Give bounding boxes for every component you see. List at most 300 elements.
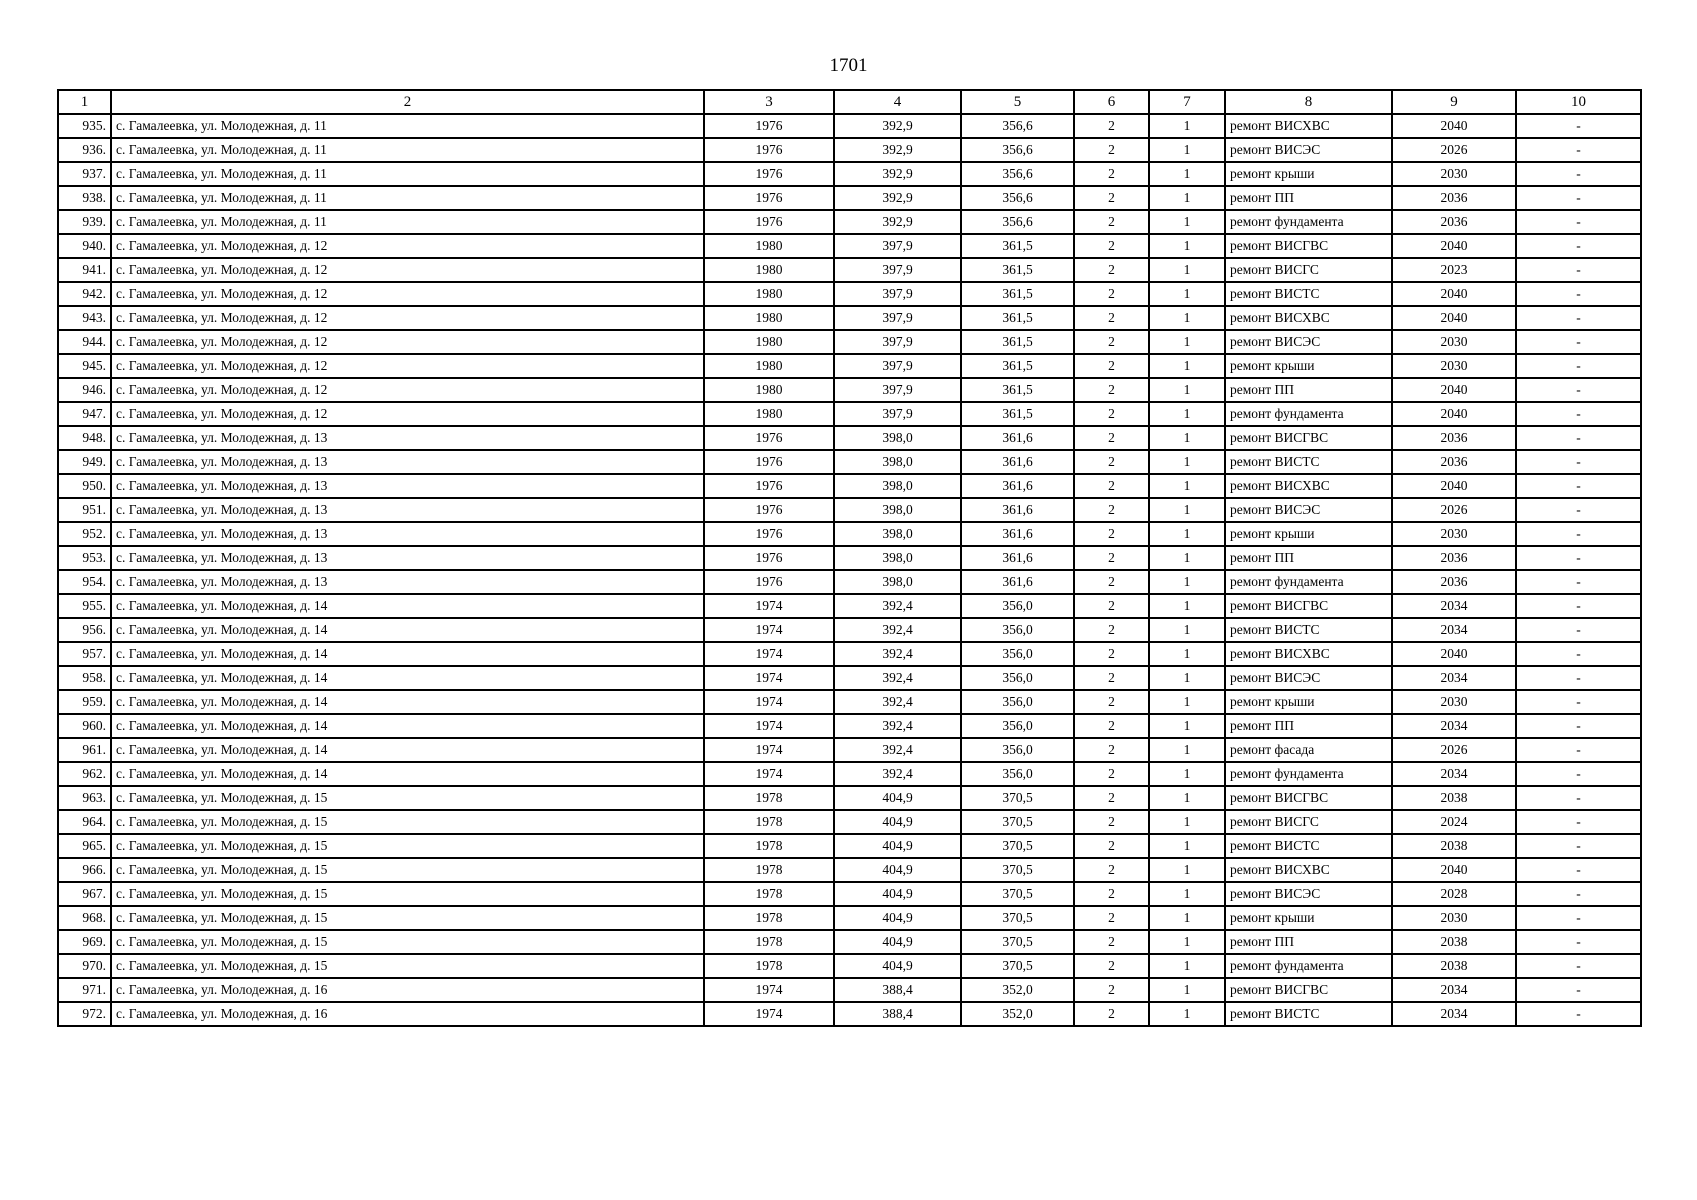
row-number-cell: 948. [58,426,111,450]
floors-cell: 2 [1074,714,1149,738]
entrances-cell: 1 [1149,450,1225,474]
note-cell: - [1516,594,1641,618]
year-built-cell: 1974 [704,594,834,618]
row-number-cell: 967. [58,882,111,906]
table-row [58,210,1641,234]
table-row [58,474,1641,498]
work-type-cell: ремонт ПП [1225,186,1392,210]
row-number-cell: 936. [58,138,111,162]
note-cell: - [1516,882,1641,906]
total-area-cell: 392,4 [834,642,961,666]
table-body [58,114,1641,1026]
year-built-cell: 1976 [704,186,834,210]
entrances-cell: 1 [1149,426,1225,450]
work-type-cell: ремонт ВИСХВС [1225,474,1392,498]
planned-year-cell: 2040 [1392,642,1516,666]
year-built-cell: 1978 [704,882,834,906]
entrances-cell: 1 [1149,258,1225,282]
planned-year-cell: 2040 [1392,474,1516,498]
living-area-cell: 370,5 [961,882,1074,906]
total-area-cell: 392,4 [834,738,961,762]
entrances-cell: 1 [1149,738,1225,762]
entrances-cell: 1 [1149,858,1225,882]
work-type-cell: ремонт ВИСГВС [1225,978,1392,1002]
living-area-cell: 356,0 [961,642,1074,666]
work-type-cell: ремонт крыши [1225,906,1392,930]
work-type-cell: ремонт ВИСГС [1225,810,1392,834]
living-area-cell: 352,0 [961,978,1074,1002]
entrances-cell: 1 [1149,210,1225,234]
total-area-cell: 392,4 [834,594,961,618]
living-area-cell: 361,6 [961,498,1074,522]
year-built-cell: 1976 [704,162,834,186]
planned-year-cell: 2028 [1392,882,1516,906]
total-area-cell: 388,4 [834,1002,961,1026]
total-area-cell: 398,0 [834,522,961,546]
floors-cell: 2 [1074,138,1149,162]
year-built-cell: 1976 [704,138,834,162]
row-number-cell: 937. [58,162,111,186]
living-area-cell: 361,5 [961,234,1074,258]
address-cell: с. Гамалеевка, ул. Молодежная, д. 15 [111,954,704,978]
living-area-cell: 356,0 [961,762,1074,786]
planned-year-cell: 2024 [1392,810,1516,834]
living-area-cell: 356,0 [961,738,1074,762]
entrances-cell: 1 [1149,930,1225,954]
row-number-cell: 959. [58,690,111,714]
floors-cell: 2 [1074,546,1149,570]
note-cell: - [1516,762,1641,786]
row-number-cell: 950. [58,474,111,498]
column-header-8: 8 [1225,90,1392,114]
address-cell: с. Гамалеевка, ул. Молодежная, д. 15 [111,834,704,858]
floors-cell: 2 [1074,522,1149,546]
note-cell: - [1516,786,1641,810]
planned-year-cell: 2034 [1392,714,1516,738]
address-cell: с. Гамалеевка, ул. Молодежная, д. 14 [111,618,704,642]
work-type-cell: ремонт крыши [1225,522,1392,546]
year-built-cell: 1980 [704,402,834,426]
work-type-cell: ремонт фундамента [1225,210,1392,234]
living-area-cell: 370,5 [961,954,1074,978]
table-row [58,522,1641,546]
planned-year-cell: 2023 [1392,258,1516,282]
floors-cell: 2 [1074,282,1149,306]
entrances-cell: 1 [1149,162,1225,186]
planned-year-cell: 2036 [1392,450,1516,474]
planned-year-cell: 2026 [1392,738,1516,762]
table-row [58,642,1641,666]
floors-cell: 2 [1074,882,1149,906]
table-row [58,258,1641,282]
living-area-cell: 361,6 [961,570,1074,594]
work-type-cell: ремонт ПП [1225,378,1392,402]
work-type-cell: ремонт ВИСГС [1225,258,1392,282]
entrances-cell: 1 [1149,954,1225,978]
row-number-cell: 963. [58,786,111,810]
address-cell: с. Гамалеевка, ул. Молодежная, д. 14 [111,690,704,714]
note-cell: - [1516,906,1641,930]
entrances-cell: 1 [1149,1002,1225,1026]
row-number-cell: 962. [58,762,111,786]
address-cell: с. Гамалеевка, ул. Молодежная, д. 11 [111,186,704,210]
total-area-cell: 392,9 [834,138,961,162]
note-cell: - [1516,1002,1641,1026]
address-cell: с. Гамалеевка, ул. Молодежная, д. 15 [111,810,704,834]
note-cell: - [1516,258,1641,282]
table-row [58,786,1641,810]
address-cell: с. Гамалеевка, ул. Молодежная, д. 15 [111,786,704,810]
address-cell: с. Гамалеевка, ул. Молодежная, д. 11 [111,138,704,162]
entrances-cell: 1 [1149,498,1225,522]
total-area-cell: 404,9 [834,954,961,978]
year-built-cell: 1978 [704,858,834,882]
floors-cell: 2 [1074,450,1149,474]
year-built-cell: 1980 [704,234,834,258]
planned-year-cell: 2040 [1392,378,1516,402]
year-built-cell: 1974 [704,762,834,786]
work-type-cell: ремонт крыши [1225,690,1392,714]
total-area-cell: 404,9 [834,786,961,810]
total-area-cell: 397,9 [834,258,961,282]
row-number-cell: 958. [58,666,111,690]
note-cell: - [1516,210,1641,234]
floors-cell: 2 [1074,594,1149,618]
address-cell: с. Гамалеевка, ул. Молодежная, д. 12 [111,354,704,378]
note-cell: - [1516,522,1641,546]
table-row [58,954,1641,978]
column-header-4: 4 [834,90,961,114]
row-number-cell: 945. [58,354,111,378]
address-cell: с. Гамалеевка, ул. Молодежная, д. 12 [111,282,704,306]
work-type-cell: ремонт ВИСХВС [1225,114,1392,138]
floors-cell: 2 [1074,858,1149,882]
table-row [58,834,1641,858]
floors-cell: 2 [1074,642,1149,666]
row-number-cell: 961. [58,738,111,762]
year-built-cell: 1980 [704,354,834,378]
year-built-cell: 1974 [704,714,834,738]
table-row [58,402,1641,426]
work-type-cell: ремонт ВИСХВС [1225,858,1392,882]
table-row [58,714,1641,738]
address-cell: с. Гамалеевка, ул. Молодежная, д. 15 [111,882,704,906]
total-area-cell: 397,9 [834,282,961,306]
table-row [58,306,1641,330]
table-row [58,234,1641,258]
living-area-cell: 370,5 [961,786,1074,810]
work-type-cell: ремонт ВИСЭС [1225,498,1392,522]
living-area-cell: 361,6 [961,450,1074,474]
address-cell: с. Гамалеевка, ул. Молодежная, д. 12 [111,378,704,402]
planned-year-cell: 2036 [1392,546,1516,570]
living-area-cell: 361,5 [961,378,1074,402]
address-cell: с. Гамалеевка, ул. Молодежная, д. 13 [111,546,704,570]
address-cell: с. Гамалеевка, ул. Молодежная, д. 14 [111,642,704,666]
entrances-cell: 1 [1149,978,1225,1002]
entrances-cell: 1 [1149,282,1225,306]
note-cell: - [1516,954,1641,978]
entrances-cell: 1 [1149,522,1225,546]
row-number-cell: 960. [58,714,111,738]
entrances-cell: 1 [1149,474,1225,498]
work-type-cell: ремонт ПП [1225,546,1392,570]
year-built-cell: 1978 [704,834,834,858]
living-area-cell: 361,6 [961,522,1074,546]
total-area-cell: 398,0 [834,426,961,450]
living-area-cell: 356,0 [961,594,1074,618]
floors-cell: 2 [1074,234,1149,258]
note-cell: - [1516,570,1641,594]
total-area-cell: 404,9 [834,858,961,882]
planned-year-cell: 2034 [1392,978,1516,1002]
entrances-cell: 1 [1149,786,1225,810]
table-row [58,858,1641,882]
entrances-cell: 1 [1149,114,1225,138]
address-cell: с. Гамалеевка, ул. Молодежная, д. 12 [111,306,704,330]
table-row [58,618,1641,642]
living-area-cell: 356,0 [961,690,1074,714]
note-cell: - [1516,306,1641,330]
total-area-cell: 398,0 [834,498,961,522]
planned-year-cell: 2036 [1392,186,1516,210]
note-cell: - [1516,330,1641,354]
planned-year-cell: 2040 [1392,306,1516,330]
address-cell: с. Гамалеевка, ул. Молодежная, д. 11 [111,162,704,186]
work-type-cell: ремонт ВИСХВС [1225,642,1392,666]
address-cell: с. Гамалеевка, ул. Молодежная, д. 15 [111,930,704,954]
work-type-cell: ремонт ВИСЭС [1225,666,1392,690]
address-cell: с. Гамалеевка, ул. Молодежная, д. 15 [111,858,704,882]
year-built-cell: 1976 [704,474,834,498]
address-cell: с. Гамалеевка, ул. Молодежная, д. 13 [111,570,704,594]
column-header-6: 6 [1074,90,1149,114]
living-area-cell: 370,5 [961,930,1074,954]
entrances-cell: 1 [1149,882,1225,906]
planned-year-cell: 2038 [1392,834,1516,858]
note-cell: - [1516,114,1641,138]
row-number-cell: 944. [58,330,111,354]
entrances-cell: 1 [1149,330,1225,354]
note-cell: - [1516,546,1641,570]
row-number-cell: 957. [58,642,111,666]
planned-year-cell: 2040 [1392,234,1516,258]
table-row [58,114,1641,138]
address-cell: с. Гамалеевка, ул. Молодежная, д. 14 [111,738,704,762]
planned-year-cell: 2034 [1392,762,1516,786]
entrances-cell: 1 [1149,762,1225,786]
floors-cell: 2 [1074,810,1149,834]
total-area-cell: 398,0 [834,570,961,594]
living-area-cell: 356,6 [961,162,1074,186]
floors-cell: 2 [1074,690,1149,714]
note-cell: - [1516,378,1641,402]
table-row [58,906,1641,930]
planned-year-cell: 2026 [1392,498,1516,522]
total-area-cell: 397,9 [834,306,961,330]
work-type-cell: ремонт ВИСЭС [1225,882,1392,906]
planned-year-cell: 2030 [1392,906,1516,930]
table-row [58,138,1641,162]
note-cell: - [1516,186,1641,210]
row-number-cell: 946. [58,378,111,402]
planned-year-cell: 2030 [1392,690,1516,714]
entrances-cell: 1 [1149,402,1225,426]
note-cell: - [1516,642,1641,666]
table-row [58,330,1641,354]
note-cell: - [1516,930,1641,954]
table-row [58,762,1641,786]
header-row [58,90,1641,114]
living-area-cell: 370,5 [961,858,1074,882]
entrances-cell: 1 [1149,690,1225,714]
year-built-cell: 1976 [704,570,834,594]
work-type-cell: ремонт ВИСГВС [1225,426,1392,450]
table-row [58,282,1641,306]
living-area-cell: 356,0 [961,714,1074,738]
note-cell: - [1516,810,1641,834]
floors-cell: 2 [1074,162,1149,186]
address-cell: с. Гамалеевка, ул. Молодежная, д. 14 [111,666,704,690]
total-area-cell: 392,9 [834,210,961,234]
table-row [58,690,1641,714]
row-number-cell: 972. [58,1002,111,1026]
address-cell: с. Гамалеевка, ул. Молодежная, д. 11 [111,114,704,138]
planned-year-cell: 2040 [1392,114,1516,138]
note-cell: - [1516,282,1641,306]
work-type-cell: ремонт фундамента [1225,570,1392,594]
table-row [58,354,1641,378]
year-built-cell: 1976 [704,498,834,522]
address-cell: с. Гамалеевка, ул. Молодежная, д. 16 [111,1002,704,1026]
year-built-cell: 1976 [704,450,834,474]
year-built-cell: 1980 [704,258,834,282]
note-cell: - [1516,690,1641,714]
floors-cell: 2 [1074,978,1149,1002]
floors-cell: 2 [1074,330,1149,354]
row-number-cell: 956. [58,618,111,642]
floors-cell: 2 [1074,570,1149,594]
year-built-cell: 1980 [704,306,834,330]
total-area-cell: 388,4 [834,978,961,1002]
planned-year-cell: 2038 [1392,786,1516,810]
note-cell: - [1516,618,1641,642]
entrances-cell: 1 [1149,354,1225,378]
planned-year-cell: 2030 [1392,162,1516,186]
year-built-cell: 1974 [704,642,834,666]
column-header-2: 2 [111,90,704,114]
work-type-cell: ремонт ВИСГВС [1225,234,1392,258]
planned-year-cell: 2040 [1392,402,1516,426]
entrances-cell: 1 [1149,810,1225,834]
table-row [58,1002,1641,1026]
table-row [58,186,1641,210]
row-number-cell: 952. [58,522,111,546]
table-row [58,810,1641,834]
row-number-cell: 964. [58,810,111,834]
entrances-cell: 1 [1149,594,1225,618]
row-number-cell: 940. [58,234,111,258]
planned-year-cell: 2026 [1392,138,1516,162]
planned-year-cell: 2034 [1392,594,1516,618]
address-cell: с. Гамалеевка, ул. Молодежная, д. 14 [111,762,704,786]
living-area-cell: 370,5 [961,834,1074,858]
row-number-cell: 935. [58,114,111,138]
entrances-cell: 1 [1149,306,1225,330]
living-area-cell: 361,6 [961,426,1074,450]
planned-year-cell: 2038 [1392,954,1516,978]
total-area-cell: 397,9 [834,234,961,258]
work-type-cell: ремонт ВИСГВС [1225,786,1392,810]
work-type-cell: ремонт фундамента [1225,402,1392,426]
floors-cell: 2 [1074,1002,1149,1026]
note-cell: - [1516,834,1641,858]
total-area-cell: 392,4 [834,762,961,786]
table-row [58,594,1641,618]
year-built-cell: 1978 [704,906,834,930]
address-cell: с. Гамалеевка, ул. Молодежная, д. 13 [111,450,704,474]
floors-cell: 2 [1074,786,1149,810]
living-area-cell: 356,6 [961,138,1074,162]
year-built-cell: 1978 [704,810,834,834]
work-type-cell: ремонт крыши [1225,354,1392,378]
note-cell: - [1516,858,1641,882]
address-cell: с. Гамалеевка, ул. Молодежная, д. 11 [111,210,704,234]
total-area-cell: 392,4 [834,666,961,690]
planned-year-cell: 2034 [1392,1002,1516,1026]
column-header-3: 3 [704,90,834,114]
entrances-cell: 1 [1149,714,1225,738]
table-row [58,882,1641,906]
total-area-cell: 404,9 [834,930,961,954]
living-area-cell: 361,5 [961,306,1074,330]
note-cell: - [1516,666,1641,690]
work-type-cell: ремонт ВИСТС [1225,1002,1392,1026]
year-built-cell: 1980 [704,282,834,306]
floors-cell: 2 [1074,258,1149,282]
row-number-cell: 947. [58,402,111,426]
address-cell: с. Гамалеевка, ул. Молодежная, д. 12 [111,234,704,258]
year-built-cell: 1976 [704,210,834,234]
row-number-cell: 942. [58,282,111,306]
planned-year-cell: 2036 [1392,210,1516,234]
year-built-cell: 1976 [704,426,834,450]
note-cell: - [1516,714,1641,738]
entrances-cell: 1 [1149,234,1225,258]
row-number-cell: 949. [58,450,111,474]
address-cell: с. Гамалеевка, ул. Молодежная, д. 14 [111,594,704,618]
total-area-cell: 392,9 [834,186,961,210]
note-cell: - [1516,474,1641,498]
work-type-cell: ремонт ВИСТС [1225,834,1392,858]
note-cell: - [1516,450,1641,474]
note-cell: - [1516,978,1641,1002]
entrances-cell: 1 [1149,138,1225,162]
entrances-cell: 1 [1149,546,1225,570]
note-cell: - [1516,162,1641,186]
table-row [58,546,1641,570]
column-header-5: 5 [961,90,1074,114]
column-header-10: 10 [1516,90,1641,114]
column-header-9: 9 [1392,90,1516,114]
work-type-cell: ремонт ВИСТС [1225,618,1392,642]
living-area-cell: 361,5 [961,354,1074,378]
floors-cell: 2 [1074,474,1149,498]
year-built-cell: 1974 [704,738,834,762]
work-type-cell: ремонт ПП [1225,930,1392,954]
note-cell: - [1516,234,1641,258]
work-type-cell: ремонт ВИСГВС [1225,594,1392,618]
